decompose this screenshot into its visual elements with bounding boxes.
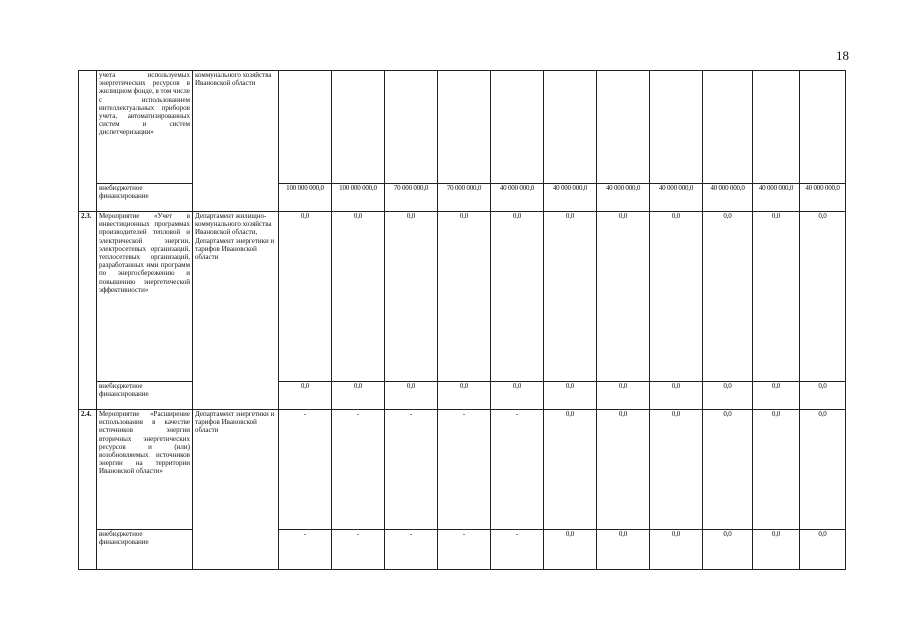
funding-value-cell: 0,0 (800, 382, 846, 410)
value-cell (703, 71, 753, 184)
value-cell: 0,0 (753, 410, 800, 530)
funding-label: внебюджетное финансирование (97, 382, 193, 410)
funding-value-cell: 0,0 (800, 530, 846, 570)
funding-value-cell: 0,0 (597, 530, 650, 570)
funding-value-cell: 0,0 (753, 530, 800, 570)
funding-value-cell: 100 000 000,0 (332, 184, 385, 212)
funding-value-cell: 40 000 000,0 (753, 184, 800, 212)
funding-value-cell: - (332, 530, 385, 570)
funding-value-cell: 0,0 (438, 382, 491, 410)
value-cell (544, 71, 597, 184)
funding-value-cell: 0,0 (385, 382, 438, 410)
executor-cell: коммунального хозяйства Ивановской области (193, 71, 279, 212)
funding-value-cell: 0,0 (753, 382, 800, 410)
value-cell (753, 71, 800, 184)
value-cell: 0,0 (650, 212, 703, 382)
value-cell: - (279, 410, 332, 530)
funding-value-cell: 40 000 000,0 (597, 184, 650, 212)
value-cell: 0,0 (597, 212, 650, 382)
page-number: 18 (836, 48, 849, 63)
program-table (78, 70, 846, 570)
funding-value-cell: 40 000 000,0 (544, 184, 597, 212)
value-cell: 0,0 (544, 212, 597, 382)
table-row (79, 410, 846, 530)
value-cell: - (438, 410, 491, 530)
value-cell (800, 71, 846, 184)
value-cell (650, 71, 703, 184)
value-cell: 0,0 (544, 410, 597, 530)
funding-value-cell: - (279, 530, 332, 570)
funding-value-cell: 0,0 (597, 382, 650, 410)
funding-value-cell: - (491, 530, 544, 570)
funding-label: внебюджетное финансирование (97, 530, 193, 570)
funding-value-cell: 40 000 000,0 (491, 184, 544, 212)
value-cell: 0,0 (385, 212, 438, 382)
funding-value-cell: - (385, 530, 438, 570)
funding-value-cell: 70 000 000,0 (385, 184, 438, 212)
measure-description: Мероприятие «Учет в инвестиционных программах производителей тепловой и электрической энергии, электросетевых организаций, теплосетевых организаций, разработанных ими программ по энергосбережению и повышению энергетической эффективности» (97, 212, 193, 382)
value-cell: 0,0 (703, 212, 753, 382)
funding-value-cell: 0,0 (703, 382, 753, 410)
item-number: 2.4. (79, 410, 97, 570)
value-cell (597, 71, 650, 184)
measure-description: Мероприятие «Расширение использования в качестве источников энергии вторичных энергетических ресурсов и (или) возобновляемых источников энергии на территории Ивановской области» (97, 410, 193, 530)
funding-value-cell: 0,0 (544, 382, 597, 410)
value-cell: 0,0 (753, 212, 800, 382)
value-cell: 0,0 (703, 410, 753, 530)
item-number: 2.3. (79, 212, 97, 410)
measure-description: учета используемых энергетических ресурсов в жилищном фонде, в том числе с использованием интеллектуальных приборов учета, автоматизированных систем и систем диспетчеризации» (97, 71, 193, 184)
funding-label: внебюджетное финансирование (97, 184, 193, 212)
funding-value-cell: 0,0 (650, 382, 703, 410)
funding-value-cell: 0,0 (279, 382, 332, 410)
value-cell: 0,0 (800, 212, 846, 382)
funding-value-cell: 0,0 (544, 530, 597, 570)
funding-value-cell: 40 000 000,0 (703, 184, 753, 212)
value-cell (438, 71, 491, 184)
table-row (79, 212, 846, 382)
value-cell: 0,0 (650, 410, 703, 530)
value-cell: - (385, 410, 438, 530)
funding-value-cell: 0,0 (332, 382, 385, 410)
funding-value-cell: - (438, 530, 491, 570)
value-cell: 0,0 (597, 410, 650, 530)
funding-value-cell: 0,0 (703, 530, 753, 570)
funding-value-cell: 40 000 000,0 (650, 184, 703, 212)
value-cell (279, 71, 332, 184)
funding-value-cell: 0,0 (650, 530, 703, 570)
value-cell: 0,0 (491, 212, 544, 382)
value-cell (385, 71, 438, 184)
funding-value-cell: 0,0 (491, 382, 544, 410)
value-cell: - (491, 410, 544, 530)
funding-value-cell: 40 000 000,0 (800, 184, 846, 212)
executor-cell: Департамент энергетики и тарифов Ивановской области (193, 410, 279, 570)
funding-value-cell: 100 000 000,0 (279, 184, 332, 212)
value-cell: 0,0 (332, 212, 385, 382)
value-cell: 0,0 (800, 410, 846, 530)
value-cell (491, 71, 544, 184)
funding-value-cell: 70 000 000,0 (438, 184, 491, 212)
table-row (79, 71, 846, 184)
value-cell: 0,0 (279, 212, 332, 382)
value-cell: - (332, 410, 385, 530)
item-number (79, 71, 97, 212)
value-cell: 0,0 (438, 212, 491, 382)
value-cell (332, 71, 385, 184)
executor-cell: Департамент жилищно-коммунального хозяйства Ивановской области, Департамент энергетики и тарифов Ивановской области (193, 212, 279, 410)
